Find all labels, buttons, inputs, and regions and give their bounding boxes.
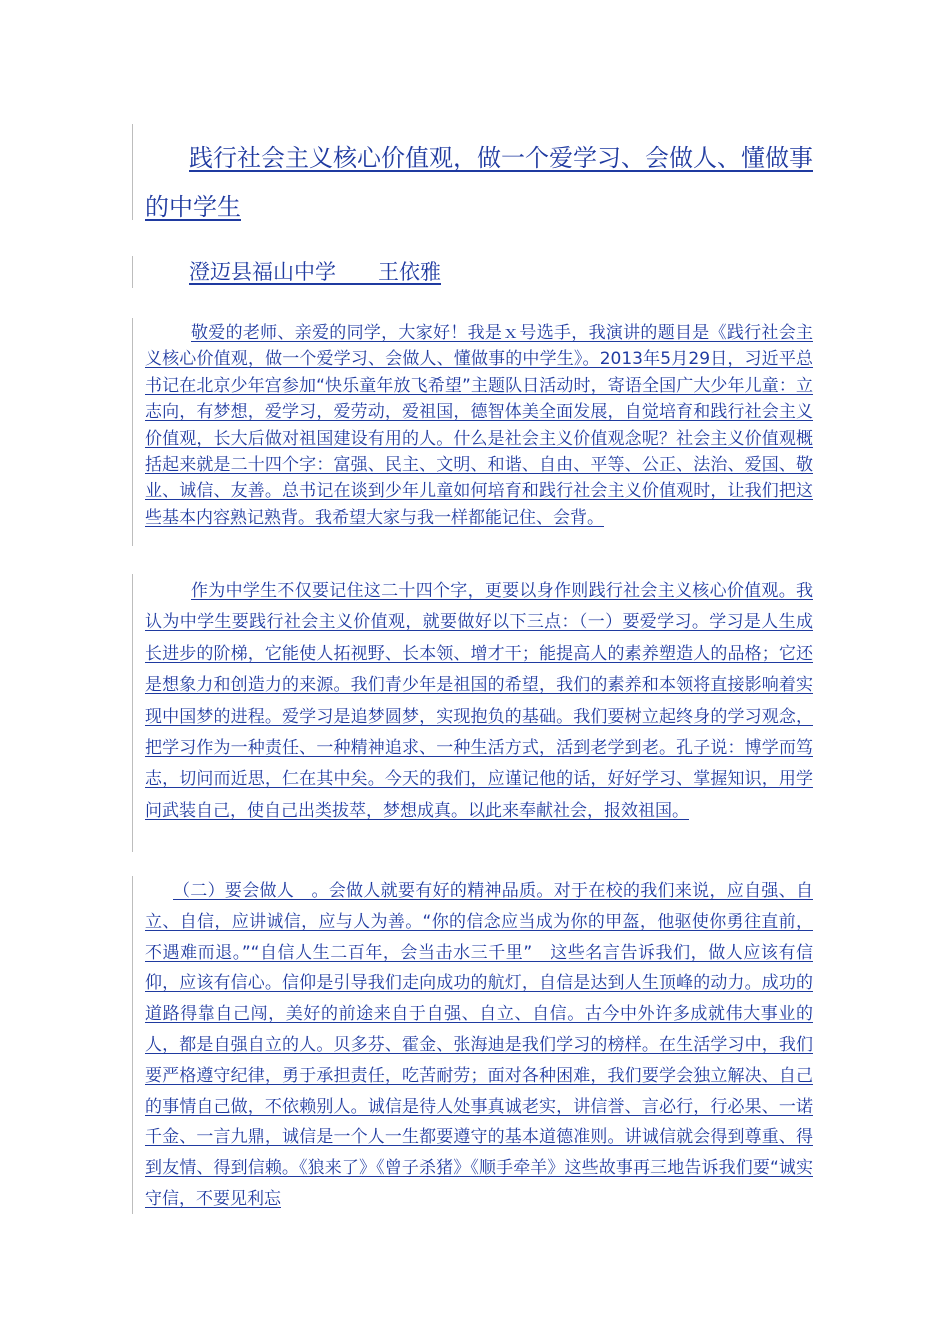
paragraph-section-3 [132,876,823,1214]
paragraph-section-1 [132,318,823,546]
document-title: 践行社会主义核心价值观，做一个爱学习、会做人、懂做事的中学生 [145,144,813,221]
author-line: 澄迈县福山中学 王依雅 [189,260,441,284]
paragraph-1: 敬爱的老师、亲爱的同学，大家好！我是ｘ号选手，我演讲的题目是《践行社会主义核心价值观，做一个爱学习、会做人、懂做事的中学生》。2013年5月29日，习近平总书记在北京少年宫参加“快乐童年放飞希望”主题队日活动时，寄语全国广大少年儿童：立志向，有梦想，爱学习，爱劳动，爱祖国，德智体美全面发展，自觉培育和践行社会主义价值观，长大后做对祖国建设有用的人。什么是社会主义价值观念呢？社会主义价值观概括起来就是二十四个字：富强、民主、文明、和谐、自由、平等、公正、法治、爱国、敬业、诚信、友善。总书记在谈到少年儿童如何培育和践行社会主义价值观时，让我们把这些基本内容熟记熟背。我希望大家与我一样都能记住、会背。 [145,323,813,528]
title-section [132,124,823,220]
paragraph-2: 作为中学生不仅要记住这二十四个字，更要以身作则践行社会主义核心价值观。我认为中学生要践行社会主义价值观，就要做好以下三点：（一）要爱学习。学习是人生成长进步的阶梯，它能使人拓视野、长本领、增才干；能提高人的素养塑造人的品格；它还是想象力和创造力的来源。我们青少年是祖国的希望，我们的素养和本领将直接影响着实现中国梦的进程。爱学习是追梦圆梦，实现抱负的基础。我们要树立起终身的学习观念，把学习作为一种责任、一种精神追求、一种生活方式，活到老学到老。孔子说：博学而笃志，切问而近思，仁在其中矣。今天的我们，应谨记他的话，好好学习、掌握知识，用学问武装自己，使自己出类拔萃，梦想成真。以此来奉献社会，报效祖国。 [145,581,813,821]
paragraph-section-2 [132,574,823,852]
paragraph-3: （二）要会做人 。会做人就要有好的精神品质。对于在校的我们来说，应自强、自立、自信，应讲诚信，应与人为善。“你的信念应当成为你的甲盔，他驱使你勇往直前，不遇难而退。”“自信人生二百年，会当击水三千里” 这些名言告诉我们，做人应该有信仰，应该有信心。信仰是引导我们走向成功的航灯，自信是达到人生顶峰的动力。成功的道路得靠自己闯，美好的前途来自于自强、自立、自信。古今中外许多成就伟大事业的人，都是自强自立的人。贝多芬、霍金、张海迪是我们学习的榜样。在生活学习中，我们要严格遵守纪律，勇于承担责任，吃苦耐劳；面对各种困难，我们要学会独立解决、自己的事情自己做，不依赖别人。诚信是待人处事真诚老实，讲信誉、言必行，行必果、一诺千金、一言九鼎，诚信是一个人一生都要遵守的基本道德准则。讲诚信就会得到尊重、得到友情、得到信赖。《狼来了》《曾子杀猪》《顺手牵羊》这些故事再三地告诉我们要“诚实守信，不要见利忘 [145,881,813,1209]
author-section [132,256,823,288]
